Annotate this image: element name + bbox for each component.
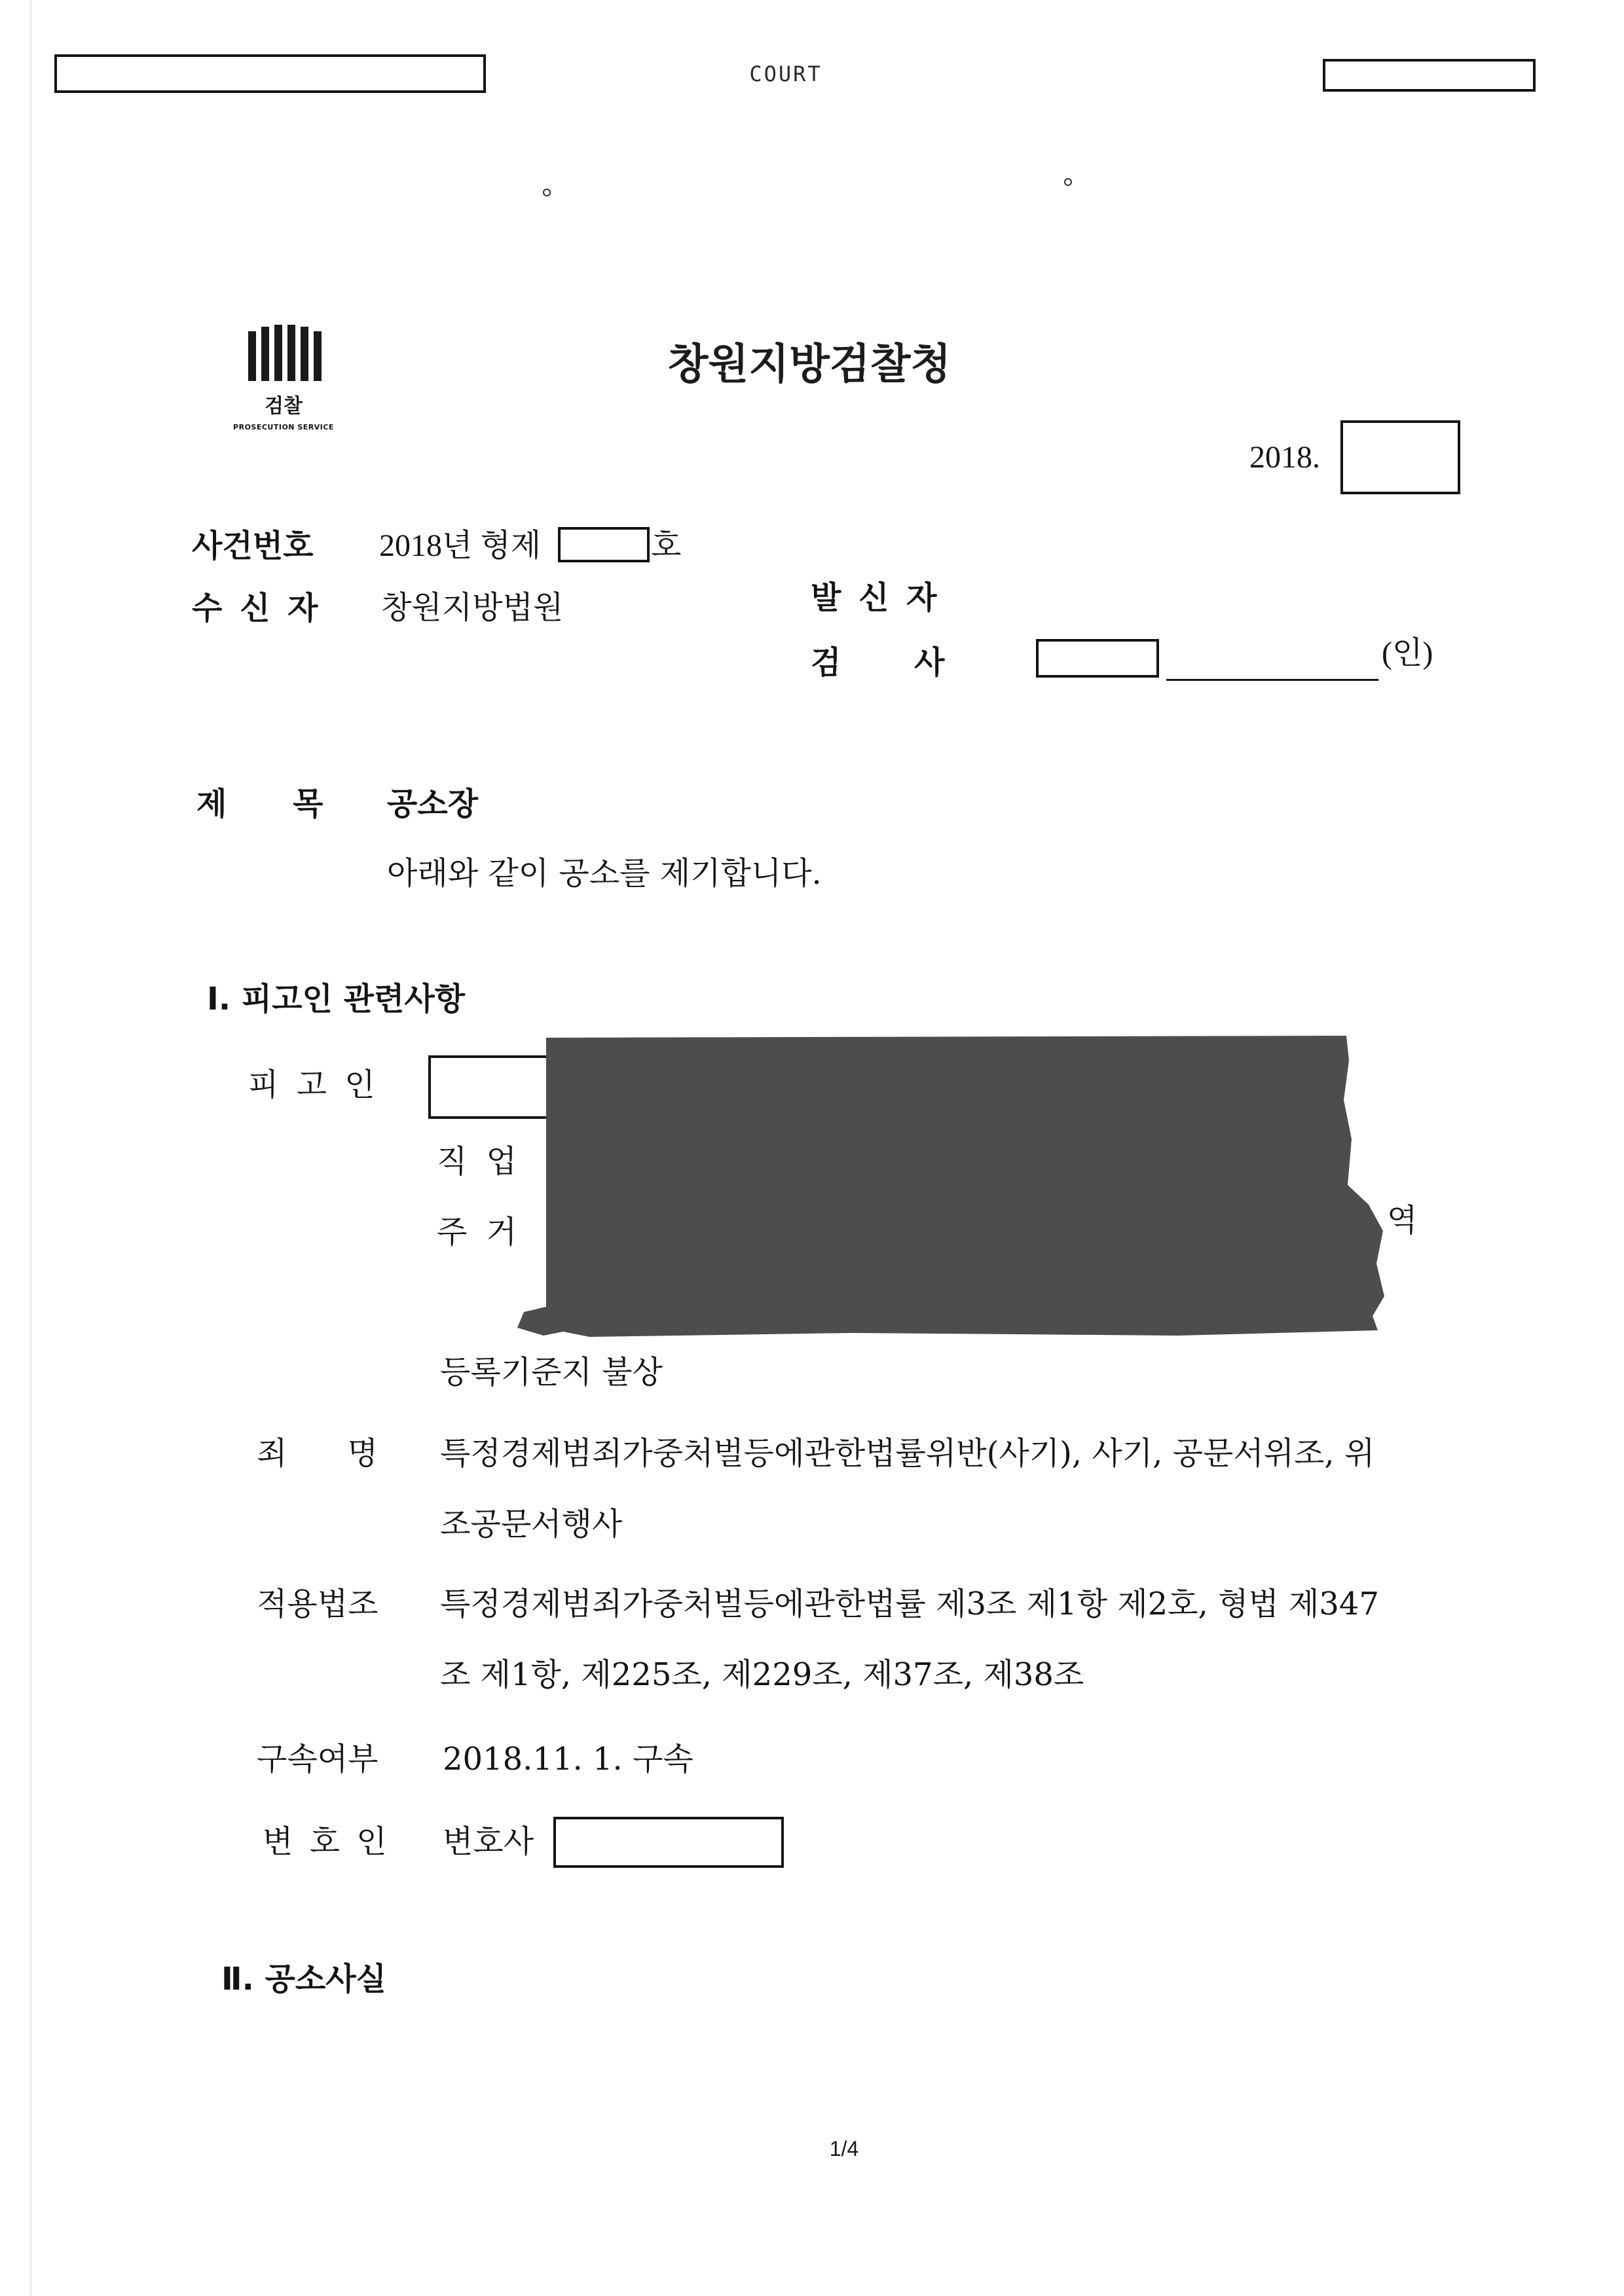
residence-label: 주 거 [437, 1214, 517, 1250]
redaction-box-date [1340, 420, 1460, 494]
redaction-box-header-right [1323, 59, 1536, 92]
seal-mark: (인) [1382, 636, 1433, 670]
subject-statement: 아래와 같이 공소를 제기합니다. [387, 855, 822, 892]
case-number-label: 사건번호 [192, 528, 314, 564]
counsel-label: 변 호 인 [263, 1823, 387, 1860]
recipient-value: 창원지방법원 [381, 591, 564, 625]
redaction-box-header-left [54, 54, 486, 93]
redaction-fill [517, 1036, 1384, 1337]
scan-page-edge [30, 0, 31, 2296]
document-date-year: 2018. [1249, 440, 1320, 475]
page-number: 1/4 [829, 2137, 859, 2160]
logo-bar [274, 325, 282, 381]
redaction-box-counsel-name [553, 1817, 784, 1868]
statutes-line: 조 제1항, 제225조, 제229조, 제37조, 제38조 [440, 1656, 1084, 1693]
defendant-label: 피 고 인 [248, 1066, 375, 1103]
logo-bar [261, 327, 269, 381]
registration-domicile: 등록기준지 불상 [440, 1354, 663, 1391]
detention-value: 2018.11. 1. 구속 [443, 1741, 693, 1777]
charges-line: 조공문서행사 [440, 1506, 623, 1542]
subject-label: 제 목 [196, 786, 323, 822]
residence-visible-tail: 역 [1387, 1202, 1418, 1239]
court-stamp: COURT [749, 62, 822, 86]
redaction-block-defendant-details [498, 1028, 1395, 1349]
occupation-label: 직 업 [437, 1143, 517, 1180]
counsel-value: 변호사 [443, 1823, 534, 1860]
scan-speck [543, 189, 551, 196]
redaction-box-prosecutor [1036, 639, 1159, 678]
charges-label: 죄 명 [257, 1435, 378, 1472]
case-number-prefix: 2018년 형제 [379, 528, 542, 563]
logo-bar [301, 327, 308, 381]
logo-subtext: PROSECUTION SERVICE [233, 423, 334, 431]
statutes-label: 적용법조 [257, 1586, 378, 1622]
detention-label: 구속여부 [257, 1741, 378, 1777]
logo-bar [248, 331, 256, 381]
case-number-suffix: 호 [651, 528, 682, 563]
prosecutor-label: 검 사 [811, 644, 945, 681]
section-heading-defendant: Ⅰ. 피고인 관련사항 [207, 981, 466, 1017]
logo-text: 검찰 [265, 395, 303, 418]
charges-line: 특정경제범죄가중처벌등에관한법률위반(사기), 사기, 공문서위조, 위 [440, 1435, 1375, 1472]
prosecution-logo-icon [248, 325, 322, 381]
statutes-line: 특정경제범죄가중처벌등에관한법률 제3조 제1항 제2호, 형법 제347 [440, 1586, 1379, 1622]
logo-bar [287, 325, 295, 381]
subject-value: 공소장 [387, 786, 479, 822]
signature-line [1166, 679, 1378, 681]
logo-bar [314, 331, 322, 381]
sender-label: 발 신 자 [811, 579, 937, 616]
recipient-label: 수 신 자 [192, 590, 318, 627]
redaction-box-case-number [558, 527, 650, 562]
scan-speck [1064, 178, 1072, 186]
agency-name: 창원지방검찰청 [667, 340, 951, 389]
section-heading-facts: Ⅱ. 공소사실 [221, 1961, 387, 1997]
